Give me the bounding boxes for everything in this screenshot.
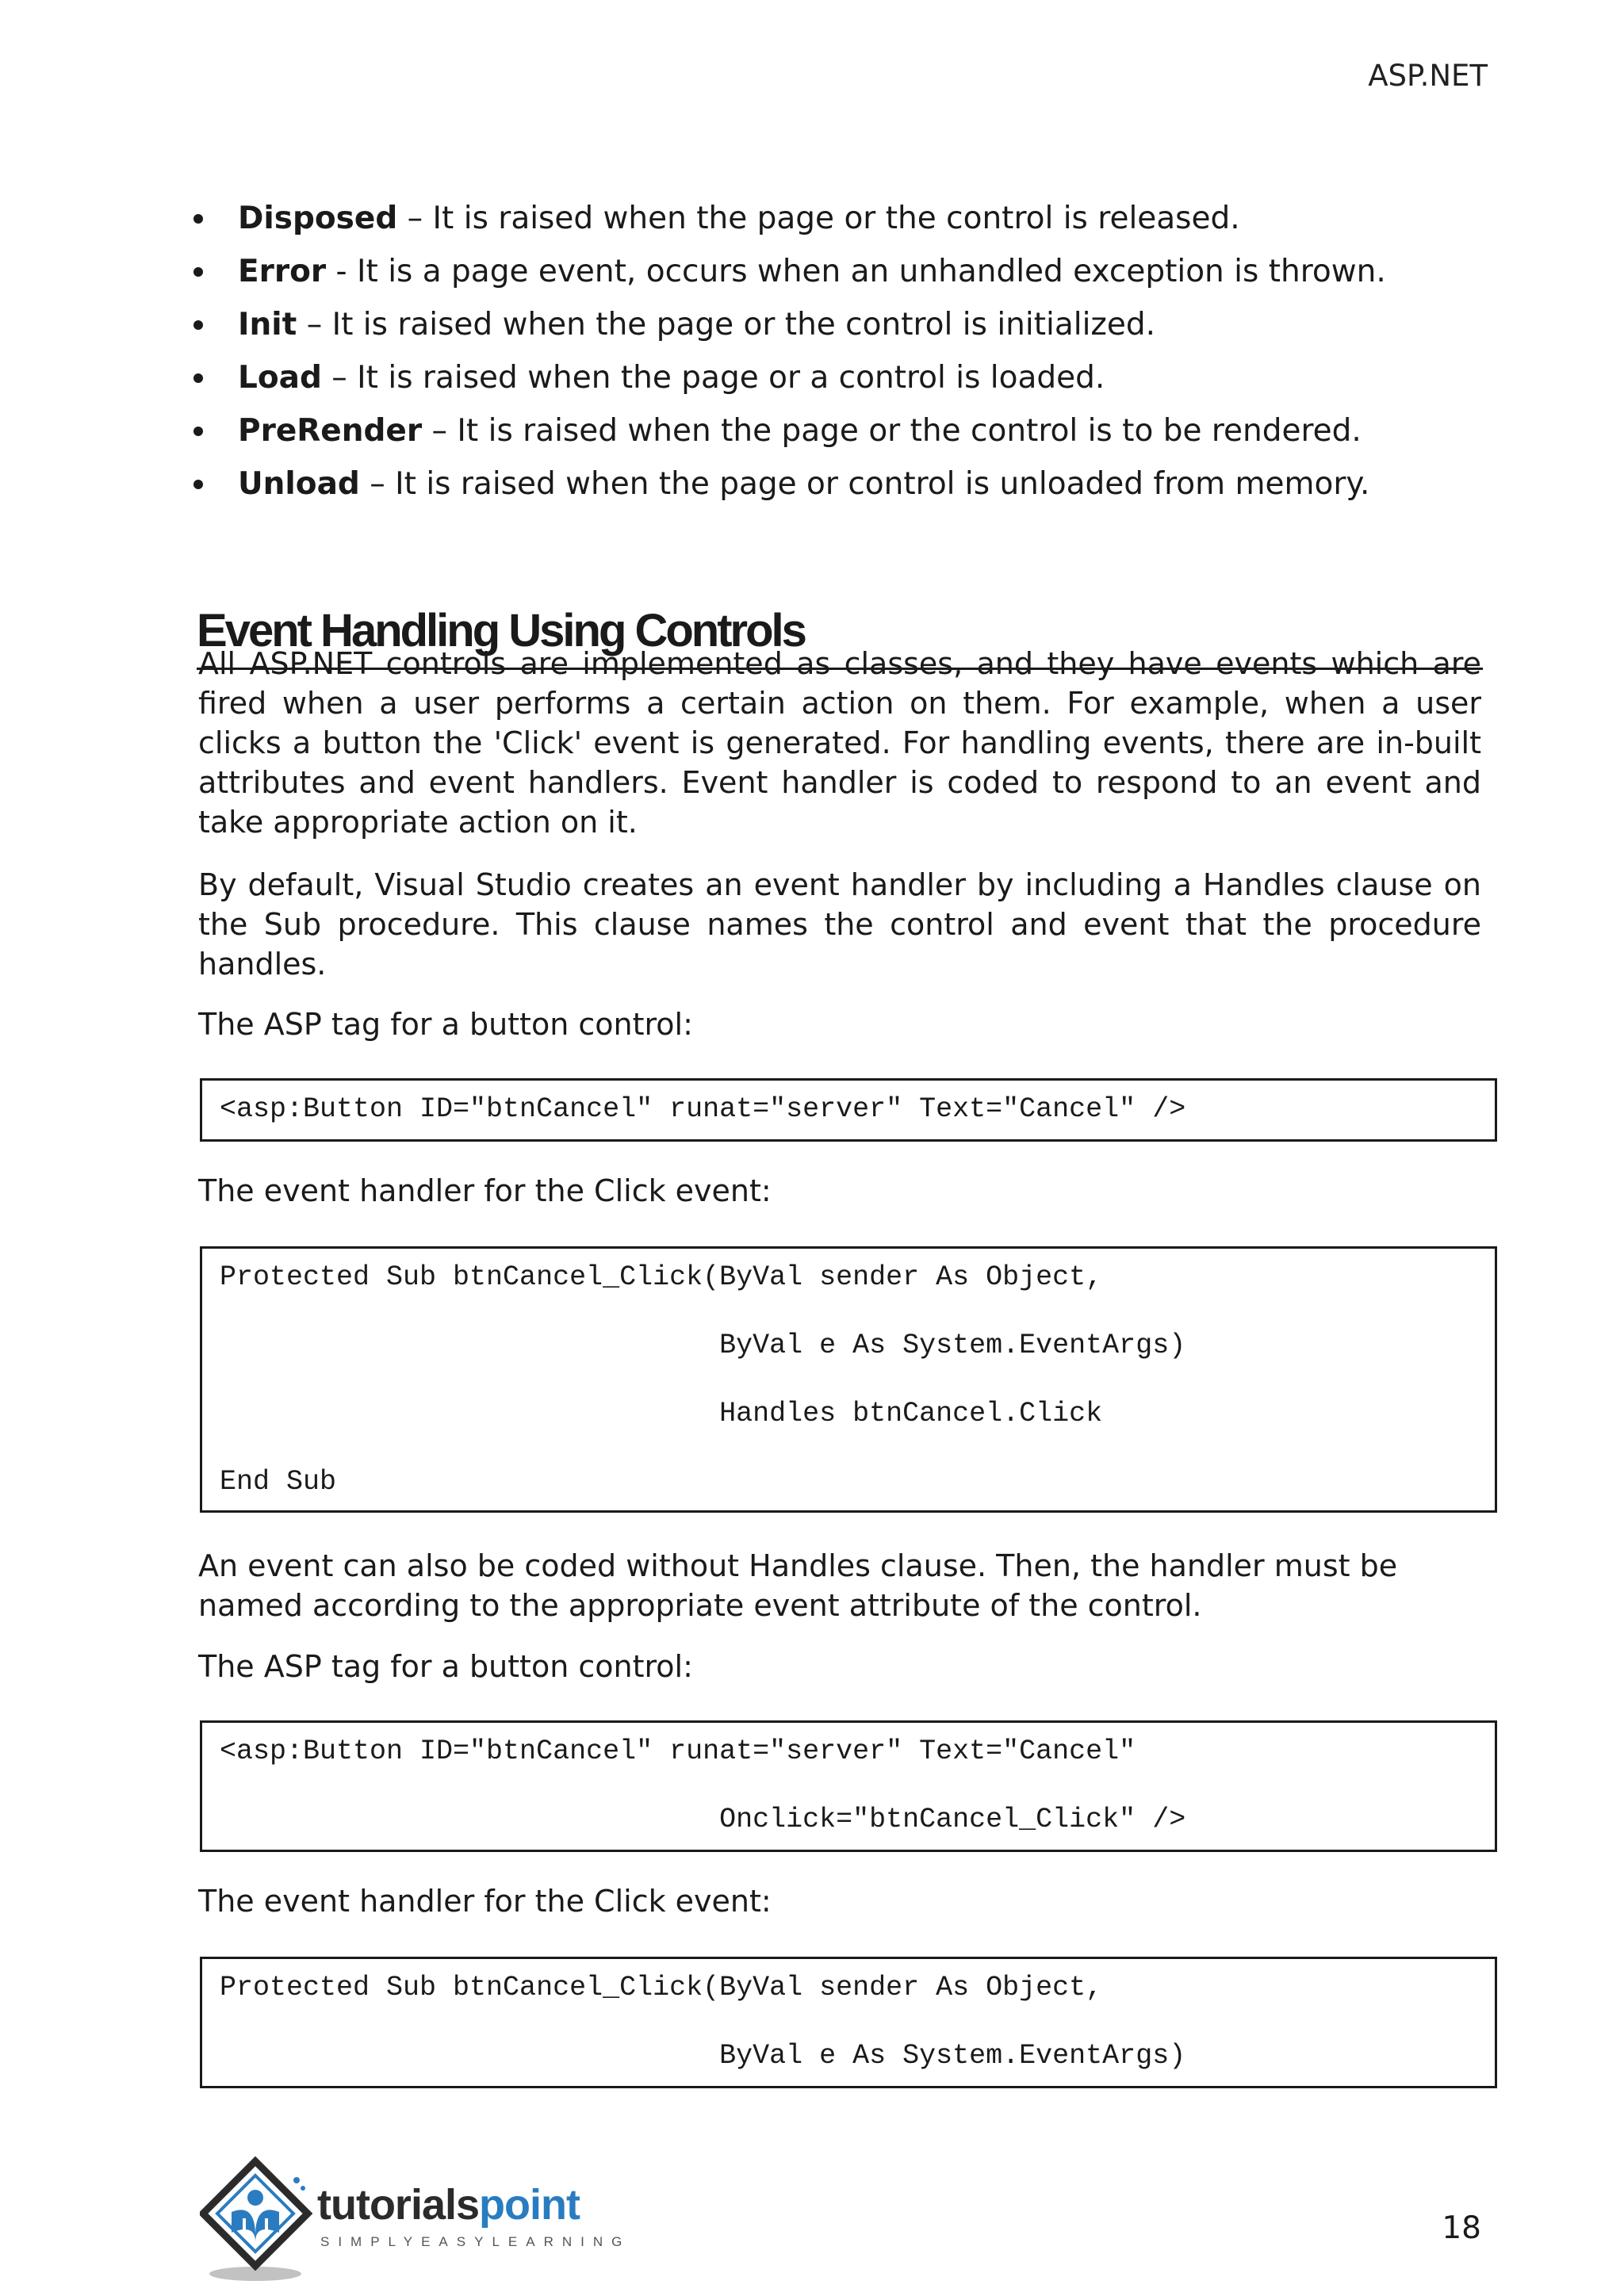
list-item xyxy=(238,192,1386,245)
code-label: The ASP tag for a button control: xyxy=(198,1007,693,1042)
event-name: PreRender xyxy=(238,413,423,449)
event-description: – It is raised when the page or the control is initialized. xyxy=(297,307,1156,342)
code-line: End Sub xyxy=(220,1466,337,1498)
code-line: <asp:Button ID="btnCancel" runat="server" Text="Cancel" /> xyxy=(220,1093,1186,1125)
code-block-handler xyxy=(200,1246,1497,1513)
code-line: Handles btnCancel.Click xyxy=(220,1398,1103,1429)
code-line: ByVal e As System.EventArgs) xyxy=(220,2040,1186,2072)
event-description: – It is raised when the page or a control is loaded. xyxy=(321,360,1105,396)
event-description: – It is raised when the page or the control is released. xyxy=(397,201,1240,236)
section-heading: Event Handling Using Controls xyxy=(197,599,1483,670)
event-name: Error xyxy=(238,254,327,289)
event-name: Unload xyxy=(238,466,360,502)
code-line: Protected Sub btnCancel_Click(ByVal sender As Object, xyxy=(220,1261,1103,1293)
list-item xyxy=(238,457,1386,511)
event-name: Load xyxy=(238,360,322,396)
code-block-asp-tag xyxy=(200,1078,1497,1142)
tutorialspoint-logo xyxy=(200,2156,631,2283)
event-name: Disposed xyxy=(238,201,398,236)
code-line: <asp:Button ID="btnCancel" runat="server" Text="Cancel" xyxy=(220,1735,1136,1767)
code-line: Onclick="btnCancel_Click" /> xyxy=(220,1804,1186,1835)
event-name: Init xyxy=(238,307,297,342)
handles-paragraph: By default, Visual Studio creates an event handler by including a Handles clause on the Sub procedure. This clause names the control and event that the procedure handles. xyxy=(198,867,1481,982)
logo-tagline: SIMPLYEASYLEARNING xyxy=(320,2234,631,2249)
page-event-list xyxy=(238,192,1386,511)
event-description: - It is a page event, occurs when an unhandled exception is thrown. xyxy=(326,254,1386,289)
logo-wordmark: tutorialspoint xyxy=(317,2181,580,2229)
code-block-asp-tag-onclick xyxy=(200,1720,1497,1852)
list-item xyxy=(238,245,1386,298)
event-description: – It is raised when the page or the control is to be rendered. xyxy=(422,413,1362,449)
page-number: 18 xyxy=(1442,2210,1481,2246)
code-line: ByVal e As System.EventArgs) xyxy=(220,1330,1186,1361)
code-block-handler-2 xyxy=(200,1957,1497,2088)
code-line: Protected Sub btnCancel_Click(ByVal sender As Object, xyxy=(220,1972,1103,2003)
code-label: The event handler for the Click event: xyxy=(198,1173,772,1208)
running-header: ASP.NET xyxy=(1368,59,1488,93)
logo-emblem-icon xyxy=(200,2156,319,2283)
code-label: The event handler for the Click event: xyxy=(198,1884,772,1919)
onclick-paragraph: An event can also be coded without Handles clause. Then, the handler must be named according to the appropriate event attribute of the control. xyxy=(198,1548,1398,1623)
intro-paragraph: All ASP.NET controls are implemented as classes, and they have events which are fired when a user performs a certain action on them. For example, when a user clicks a button the 'Click' event is generated. For handling events, there are in-built attributes and event handlers. Event handler is coded to respond to an event and take appropriate action on it. xyxy=(198,646,1481,840)
event-description: – It is raised when the page or control is unloaded from memory. xyxy=(359,466,1370,502)
list-item xyxy=(238,404,1386,457)
code-label: The ASP tag for a button control: xyxy=(198,1649,693,1684)
list-item xyxy=(238,351,1386,404)
list-item xyxy=(238,298,1386,351)
